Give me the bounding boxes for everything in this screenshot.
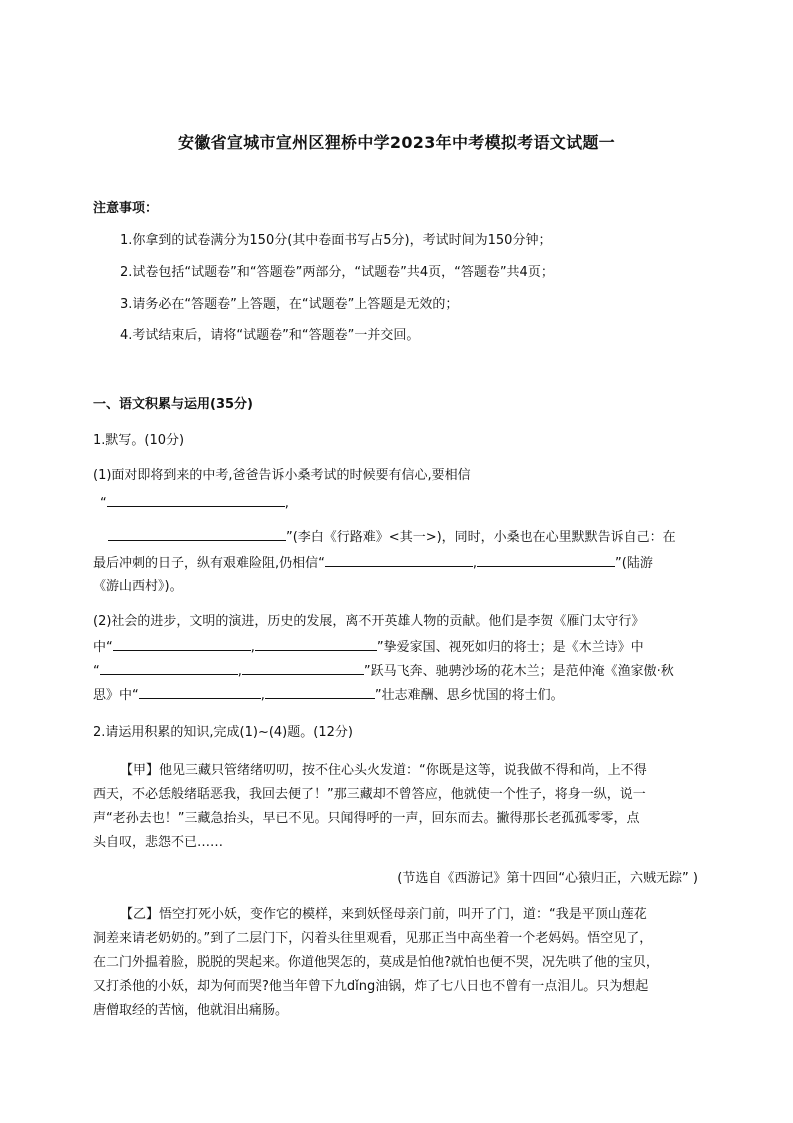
question-2-label: 2.请运用积累的知识,完成(1)~(4)题。(12分) <box>93 725 353 740</box>
notice-item: 2.试卷包括“试题卷”和“答题卷”两部分，“试题卷”共4页，“答题卷”共4页； <box>120 265 554 280</box>
notice-item: 4.考试结束后，请将“试题卷”和“答题卷”一并交回。 <box>120 328 420 343</box>
page-title: 安徽省宣城市宣州区狸桥中学2023年中考模拟考语文试题一 <box>178 133 615 152</box>
answer-blank[interactable] <box>139 686 261 699</box>
notice-item: 1.你拿到的试卷满分为150分(其中卷面书写占5分)，考试时间为150分钟； <box>120 233 552 248</box>
q1-part1-line5: 《游山西村》)。 <box>93 579 183 594</box>
passage-jia-line: 头自叹，悲怨不已…… <box>93 835 224 850</box>
passage-yi-line: 洞差来请老奶奶的。”到了二层门下，闪着头往里观看，见那正当中高坐着一个老妈妈。悟空见了， <box>93 931 653 946</box>
answer-blank[interactable] <box>107 494 285 507</box>
answer-blank[interactable] <box>113 638 251 651</box>
answer-blank[interactable] <box>108 528 286 541</box>
section-heading: 一、语文积累与运用(35分) <box>93 397 253 412</box>
passage-jia-line: 西天，不必恁般绪聒恶我，我回去便了！”那三藏却不曾答应，他就使一个性子，将身一纵，说一 <box>93 787 646 802</box>
passage-yi-line: 在二门外揾着脸，脱脱的哭起来。你道他哭怎的，莫成是怕他?就怕也便不哭，况先哄了他的宝贝， <box>93 955 659 970</box>
answer-blank[interactable] <box>325 554 473 567</box>
q1-part2-line4: 思》中“ , ”壮志难酬、思乡忧国的将士们。 <box>93 688 564 703</box>
answer-blank[interactable] <box>255 638 377 651</box>
notice-heading: 注意事项： <box>93 201 159 216</box>
passage-jia-line: 【甲】他见三藏只管绪绪叨叨，按不住心头火发道：“你既是这等，说我做不得和尚，上不得 <box>120 763 647 778</box>
answer-blank[interactable] <box>100 662 238 675</box>
q1-part2-line2: 中“ , ”挚爱家国、视死如归的将士；是《木兰诗》中 <box>93 640 644 655</box>
q1-part1-text: (1)面对即将到来的中考,爸爸告诉小桑考试的时候要有信心,要相信 <box>93 468 471 483</box>
answer-blank[interactable] <box>265 686 375 699</box>
passage-yi-line: 又打杀他的小妖，却为何而哭?他当年曾下九dǐng油锅，炸了七八日也不曾有一点泪儿。只为想起 <box>93 979 649 994</box>
passage-jia-source: (节选自《西游记》第十四回“心猿归正，六贼无踪” ) <box>397 871 698 886</box>
answer-blank[interactable] <box>242 662 364 675</box>
q1-part1-line4: 最后冲刺的日子，纵有艰难险阻,仍相信“ , ”(陆游 <box>93 556 653 571</box>
q1-part2-line3: “ , ”跃马飞奔、驰骋沙场的花木兰；是范仲淹《渔家傲·秋 <box>93 664 674 679</box>
q1-part1-line3: ”(李白《行路难》<其一>)，同时，小桑也在心里默默告诉自己：在 <box>108 528 676 547</box>
notice-item: 3.请务必在“答题卷”上答题，在“试题卷”上答题是无效的； <box>120 297 459 312</box>
answer-blank[interactable] <box>477 554 615 567</box>
passage-yi-line: 【乙】悟空打死小妖，变作它的模样，来到妖怪母亲门前，叫开了门，道：“我是平顶山莲花 <box>120 907 647 922</box>
question-1-label: 1.默写。(10分) <box>93 433 185 448</box>
q1-part1-line2: “ , <box>100 496 289 511</box>
q1-part2-line1: (2)社会的进步，文明的演进，历史的发展，离不开英雄人物的贡献。他们是李贺《雁门太守行》 <box>93 614 645 629</box>
passage-jia-line: 声“老孙去也！”三藏急抬头，早已不见。只闻得呼的一声，回东而去。撇得那长老孤孤零零，点 <box>93 811 640 826</box>
passage-yi-line: 唐僧取经的苦恼，他就泪出痛肠。 <box>93 1003 289 1018</box>
